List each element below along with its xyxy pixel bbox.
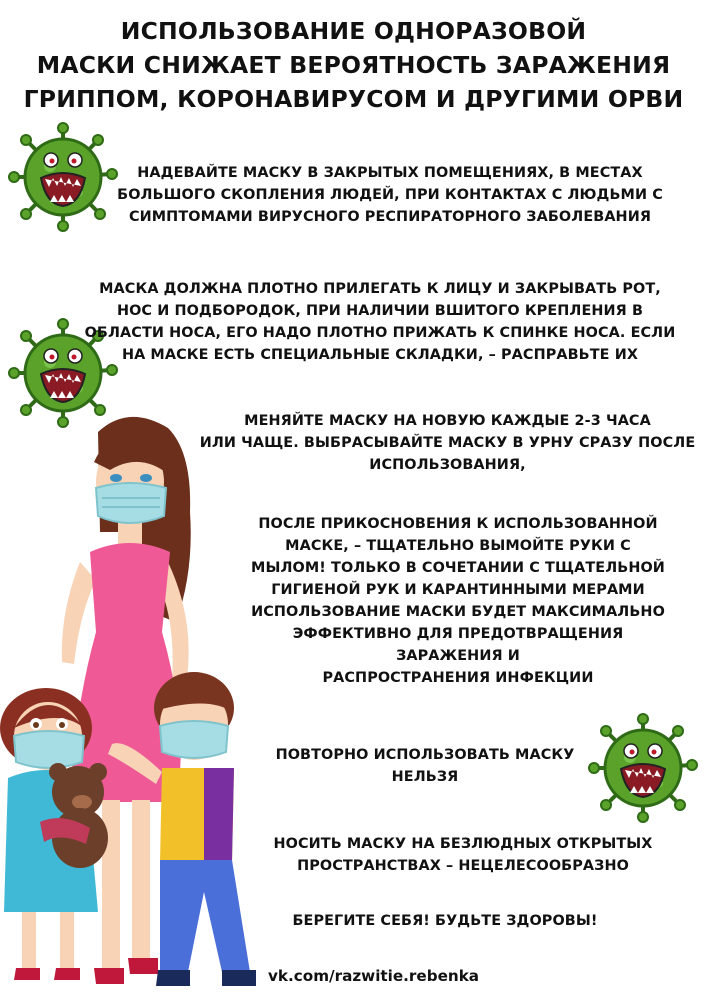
tip-line: МАСКА ДОЛЖНА ПЛОТНО ПРИЛЕГАТЬ К ЛИЦУ И ЗАКРЫВАТЬ РОТ, xyxy=(99,281,661,297)
tip-line: МАСКЕ, – ТЩАТЕЛЬНО ВЫМОЙТЕ РУКИ С xyxy=(285,538,631,554)
footer-link: vk.com/razwitie.rebenka xyxy=(268,967,480,985)
tip-line: СИМПТОМАМИ ВИРУСНОГО РЕСПИРАТОРНОГО ЗАБОЛЕВАНИЯ xyxy=(128,209,652,225)
tip-line: МЫЛОМ! ТОЛЬКО В СОЧЕТАНИИ С ТЩАТЕЛЬНОЙ xyxy=(251,560,665,576)
tip-line: НОСИТЬ МАСКУ НА БЕЗЛЮДНЫХ ОТКРЫТЫХ xyxy=(273,836,653,852)
title-line: ГРИППОМ, КОРОНАВИРУСОМ И ДРУГИМИ ОРВИ xyxy=(23,85,684,113)
tip-line: НОС И ПОДБОРОДОК, ПРИ НАЛИЧИИ ВШИТОГО КРЕПЛЕНИЯ В xyxy=(116,303,644,319)
tip-line: БОЛЬШОГО СКОПЛЕНИЯ ЛЮДЕЙ, ПРИ КОНТАКТАХ С ЛЮДЬМИ С xyxy=(117,187,663,203)
tip-line: ОБЛАСТИ НОСА, ЕГО НАДО ПЛОТНО ПРИЖАТЬ К СПИНКЕ НОСА. ЕСЛИ xyxy=(84,325,676,341)
mother-mask xyxy=(96,483,166,523)
tip-line: МЕНЯЙТЕ МАСКУ НА НОВУЮ КАЖДЫЕ 2-3 ЧАСА xyxy=(244,413,651,429)
virus-icon xyxy=(588,713,698,823)
tip-line: РАСПРОСТРАНЕНИЯ ИНФЕКЦИИ xyxy=(322,670,594,686)
tip-line: НЕЛЬЗЯ xyxy=(391,769,459,785)
poster-title xyxy=(0,14,707,116)
tip-line: ИСПОЛЬЗОВАНИЕ МАСКИ БУДЕТ МАКСИМАЛЬНО xyxy=(251,604,665,620)
tip-wash-hands xyxy=(228,513,688,689)
tip-line: НАДЕВАЙТЕ МАСКУ В ЗАКРЫТЫХ ПОМЕЩЕНИЯХ, В МЕСТАХ xyxy=(137,165,643,181)
tip-line: ИЛИ ЧАЩЕ. ВЫБРАСЫВАЙТЕ МАСКУ В УРНУ СРАЗУ ПОСЛЕ xyxy=(199,435,696,451)
tip-line: ЗАРАЖЕНИЯ И xyxy=(396,648,520,664)
tip-no-reuse xyxy=(262,744,588,788)
family-illustration xyxy=(0,412,300,1000)
tip-line: ПОВТОРНО ИСПОЛЬЗОВАТЬ МАСКУ xyxy=(275,747,575,763)
tip-outdoors xyxy=(255,833,671,877)
title-line: ИСПОЛЬЗОВАНИЕ ОДНОРАЗОВОЙ xyxy=(120,17,587,45)
tip-change-mask xyxy=(190,410,705,476)
tip-line: НА МАСКЕ ЕСТЬ СПЕЦИАЛЬНЫЕ СКЛАДКИ, – РАСПРАВЬТЕ ИХ xyxy=(121,347,639,363)
tip-mask-fit xyxy=(80,278,680,366)
tip-line: БЕРЕГИТЕ СЕБЯ! БУДЬТЕ ЗДОРОВЫ! xyxy=(292,913,598,929)
tip-stay-healthy xyxy=(270,910,620,932)
tip-line: ЭФФЕКТИВНО ДЛЯ ПРЕДОТВРАЩЕНИЯ xyxy=(292,626,624,642)
boy-mask xyxy=(160,721,228,758)
virus-icon xyxy=(8,122,118,232)
tip-line: ПРОСТРАНСТВАХ – НЕЦЕЛЕСООБРАЗНО xyxy=(297,858,629,874)
boy-trousers xyxy=(160,860,250,972)
tip-line: ИСПОЛЬЗОВАНИЯ, xyxy=(369,457,526,473)
girl-mask xyxy=(14,731,84,768)
tip-line: ГИГИЕНОЙ РУК И КАРАНТИННЫМИ МЕРАМИ xyxy=(271,582,645,598)
title-line: МАСКИ СНИЖАЕТ ВЕРОЯТНОСТЬ ЗАРАЖЕНИЯ xyxy=(36,51,671,79)
mother-arm-left xyxy=(62,562,96,664)
tip-wear-indoors xyxy=(110,162,670,228)
tip-line: ПОСЛЕ ПРИКОСНОВЕНИЯ К ИСПОЛЬЗОВАННОЙ xyxy=(258,516,658,532)
